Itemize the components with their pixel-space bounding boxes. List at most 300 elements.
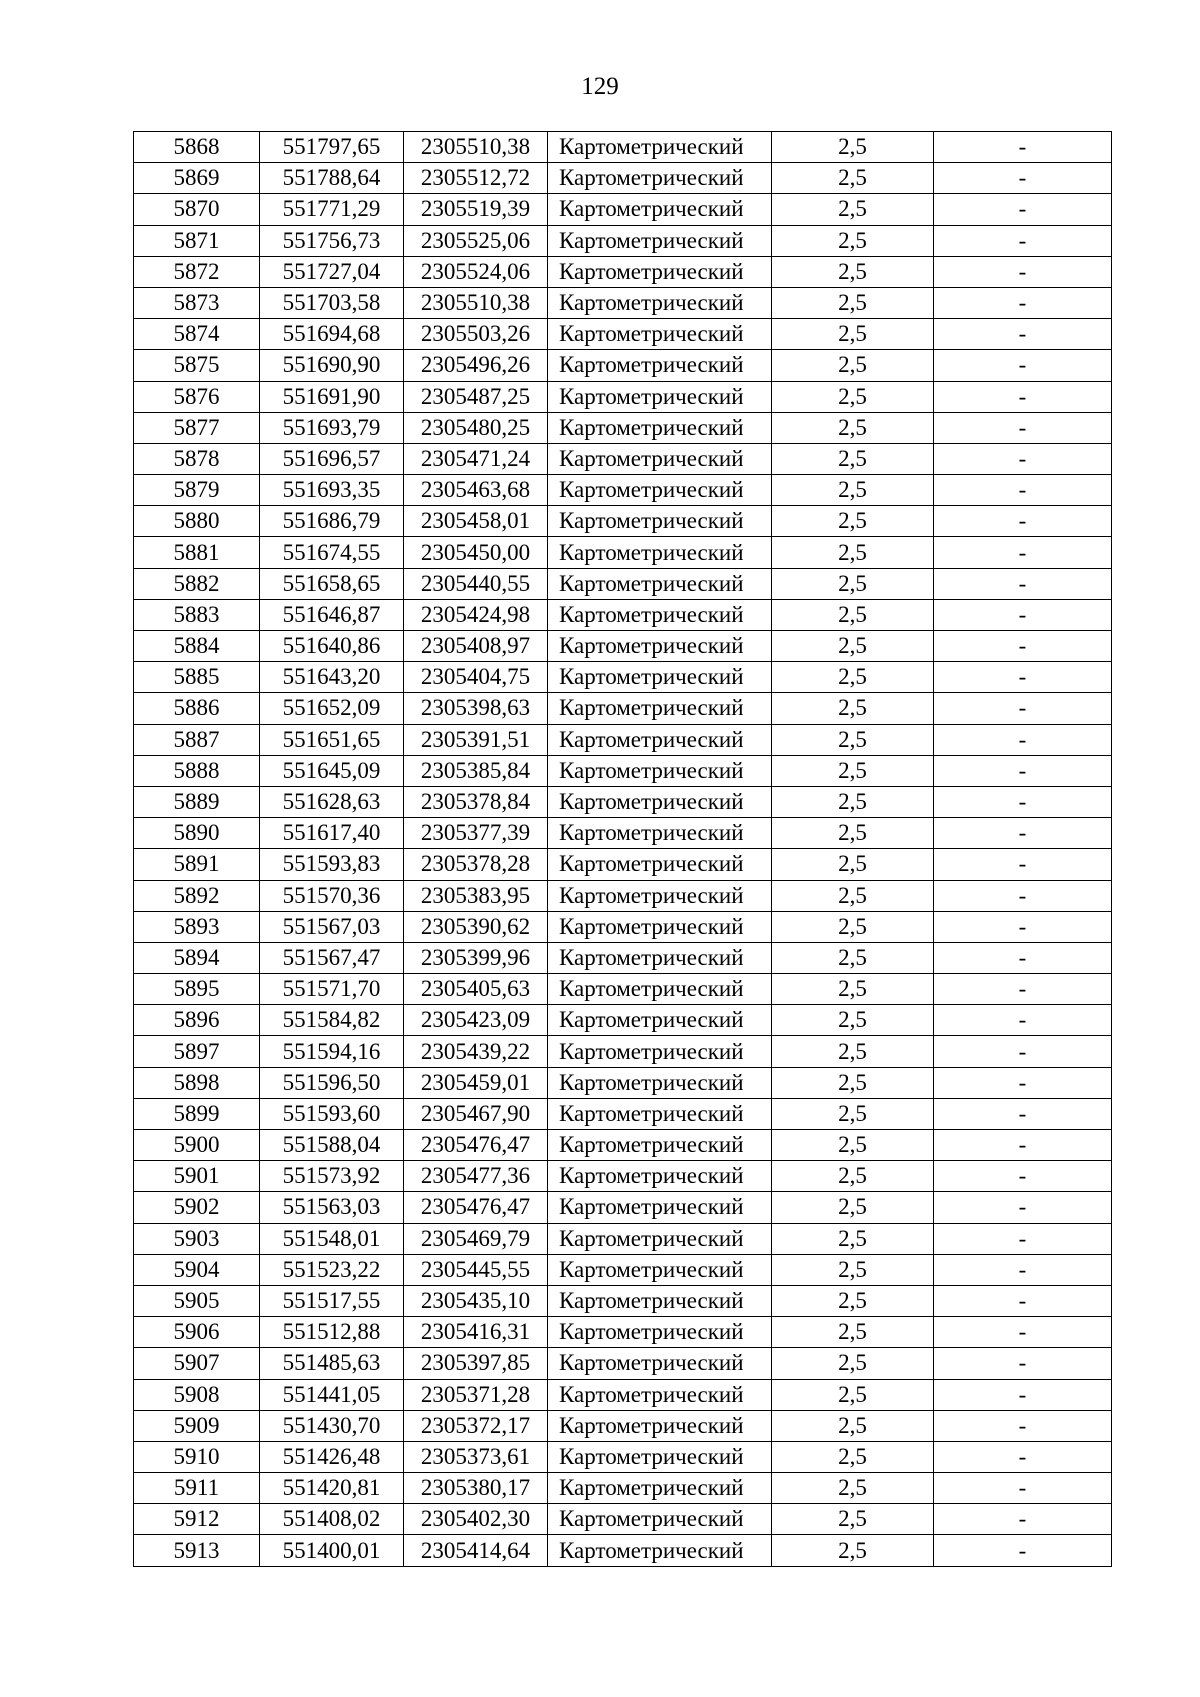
note-cell: - <box>934 693 1112 724</box>
method-cell: Картометрический <box>548 225 772 256</box>
method-cell: Картометрический <box>548 1348 772 1379</box>
y-coordinate-cell: 2305471,24 <box>404 443 548 474</box>
note-cell: - <box>934 942 1112 973</box>
y-coordinate-cell: 2305424,98 <box>404 599 548 630</box>
table-row <box>134 537 1112 568</box>
accuracy-cell: 2,5 <box>772 631 934 662</box>
y-coordinate-cell: 2305390,62 <box>404 911 548 942</box>
y-coordinate-cell: 2305380,17 <box>404 1473 548 1504</box>
point-number-cell: 5869 <box>134 163 260 194</box>
note-cell: - <box>934 724 1112 755</box>
x-coordinate-cell: 551512,88 <box>260 1317 404 1348</box>
x-coordinate-cell: 551658,65 <box>260 568 404 599</box>
y-coordinate-cell: 2305377,39 <box>404 818 548 849</box>
point-number-cell: 5894 <box>134 942 260 973</box>
table-row <box>134 319 1112 350</box>
point-number-cell: 5912 <box>134 1504 260 1535</box>
x-coordinate-cell: 551441,05 <box>260 1379 404 1410</box>
method-cell: Картометрический <box>548 1036 772 1067</box>
method-cell: Картометрический <box>548 1285 772 1316</box>
x-coordinate-cell: 551727,04 <box>260 256 404 287</box>
point-number-cell: 5879 <box>134 475 260 506</box>
method-cell: Картометрический <box>548 132 772 163</box>
note-cell: - <box>934 412 1112 443</box>
accuracy-cell: 2,5 <box>772 1254 934 1285</box>
y-coordinate-cell: 2305399,96 <box>404 942 548 973</box>
y-coordinate-cell: 2305467,90 <box>404 1098 548 1129</box>
note-cell: - <box>934 1254 1112 1285</box>
table-row <box>134 599 1112 630</box>
note-cell: - <box>934 849 1112 880</box>
note-cell: - <box>934 1348 1112 1379</box>
method-cell: Картометрический <box>548 1473 772 1504</box>
method-cell: Картометрический <box>548 1067 772 1098</box>
x-coordinate-cell: 551694,68 <box>260 319 404 350</box>
accuracy-cell: 2,5 <box>772 194 934 225</box>
table-row <box>134 350 1112 381</box>
table-row <box>134 755 1112 786</box>
accuracy-cell: 2,5 <box>772 1317 934 1348</box>
table-row <box>134 1379 1112 1410</box>
method-cell: Картометрический <box>548 537 772 568</box>
y-coordinate-cell: 2305519,39 <box>404 194 548 225</box>
accuracy-cell: 2,5 <box>772 412 934 443</box>
point-number-cell: 5883 <box>134 599 260 630</box>
point-number-cell: 5881 <box>134 537 260 568</box>
table-row <box>134 1504 1112 1535</box>
x-coordinate-cell: 551594,16 <box>260 1036 404 1067</box>
point-number-cell: 5889 <box>134 786 260 817</box>
note-cell: - <box>934 475 1112 506</box>
method-cell: Картометрический <box>548 475 772 506</box>
accuracy-cell: 2,5 <box>772 1067 934 1098</box>
accuracy-cell: 2,5 <box>772 1130 934 1161</box>
table-row <box>134 974 1112 1005</box>
table-row <box>134 1317 1112 1348</box>
point-number-cell: 5900 <box>134 1130 260 1161</box>
note-cell: - <box>934 350 1112 381</box>
method-cell: Картометрический <box>548 818 772 849</box>
method-cell: Картометрический <box>548 974 772 1005</box>
accuracy-cell: 2,5 <box>772 1098 934 1129</box>
x-coordinate-cell: 551771,29 <box>260 194 404 225</box>
accuracy-cell: 2,5 <box>772 1379 934 1410</box>
method-cell: Картометрический <box>548 568 772 599</box>
x-coordinate-cell: 551400,01 <box>260 1535 404 1566</box>
accuracy-cell: 2,5 <box>772 506 934 537</box>
method-cell: Картометрический <box>548 443 772 474</box>
table-row <box>134 1348 1112 1379</box>
y-coordinate-cell: 2305524,06 <box>404 256 548 287</box>
method-cell: Картометрический <box>548 1441 772 1472</box>
point-number-cell: 5910 <box>134 1441 260 1472</box>
method-cell: Картометрический <box>548 724 772 755</box>
method-cell: Картометрический <box>548 1223 772 1254</box>
y-coordinate-cell: 2305397,85 <box>404 1348 548 1379</box>
accuracy-cell: 2,5 <box>772 1473 934 1504</box>
y-coordinate-cell: 2305480,25 <box>404 412 548 443</box>
point-number-cell: 5911 <box>134 1473 260 1504</box>
y-coordinate-cell: 2305414,64 <box>404 1535 548 1566</box>
point-number-cell: 5903 <box>134 1223 260 1254</box>
y-coordinate-cell: 2305439,22 <box>404 1036 548 1067</box>
note-cell: - <box>934 132 1112 163</box>
x-coordinate-cell: 551563,03 <box>260 1192 404 1223</box>
note-cell: - <box>934 537 1112 568</box>
note-cell: - <box>934 1379 1112 1410</box>
table-row <box>134 1192 1112 1223</box>
method-cell: Картометрический <box>548 693 772 724</box>
point-number-cell: 5904 <box>134 1254 260 1285</box>
y-coordinate-cell: 2305477,36 <box>404 1161 548 1192</box>
table-row <box>134 132 1112 163</box>
accuracy-cell: 2,5 <box>772 1285 934 1316</box>
accuracy-cell: 2,5 <box>772 1005 934 1036</box>
note-cell: - <box>934 381 1112 412</box>
table-row <box>134 1285 1112 1316</box>
method-cell: Картометрический <box>548 194 772 225</box>
table-row <box>134 911 1112 942</box>
y-coordinate-cell: 2305391,51 <box>404 724 548 755</box>
table-row <box>134 194 1112 225</box>
note-cell: - <box>934 631 1112 662</box>
point-number-cell: 5886 <box>134 693 260 724</box>
page-number: 129 <box>581 73 619 100</box>
accuracy-cell: 2,5 <box>772 1223 934 1254</box>
point-number-cell: 5913 <box>134 1535 260 1566</box>
method-cell: Картометрический <box>548 1161 772 1192</box>
table-row <box>134 849 1112 880</box>
point-number-cell: 5891 <box>134 849 260 880</box>
note-cell: - <box>934 1036 1112 1067</box>
point-number-cell: 5888 <box>134 755 260 786</box>
method-cell: Картометрический <box>548 1379 772 1410</box>
note-cell: - <box>934 911 1112 942</box>
x-coordinate-cell: 551651,65 <box>260 724 404 755</box>
method-cell: Картометрический <box>548 1098 772 1129</box>
y-coordinate-cell: 2305512,72 <box>404 163 548 194</box>
accuracy-cell: 2,5 <box>772 1192 934 1223</box>
point-number-cell: 5876 <box>134 381 260 412</box>
y-coordinate-cell: 2305423,09 <box>404 1005 548 1036</box>
x-coordinate-cell: 551573,92 <box>260 1161 404 1192</box>
point-number-cell: 5908 <box>134 1379 260 1410</box>
table-row <box>134 1254 1112 1285</box>
table-row <box>134 1036 1112 1067</box>
accuracy-cell: 2,5 <box>772 381 934 412</box>
accuracy-cell: 2,5 <box>772 475 934 506</box>
accuracy-cell: 2,5 <box>772 568 934 599</box>
accuracy-cell: 2,5 <box>772 319 934 350</box>
x-coordinate-cell: 551686,79 <box>260 506 404 537</box>
x-coordinate-cell: 551430,70 <box>260 1410 404 1441</box>
note-cell: - <box>934 287 1112 318</box>
method-cell: Картометрический <box>548 412 772 443</box>
method-cell: Картометрический <box>548 1192 772 1223</box>
y-coordinate-cell: 2305476,47 <box>404 1130 548 1161</box>
note-cell: - <box>934 194 1112 225</box>
y-coordinate-cell: 2305458,01 <box>404 506 548 537</box>
x-coordinate-cell: 551584,82 <box>260 1005 404 1036</box>
accuracy-cell: 2,5 <box>772 443 934 474</box>
method-cell: Картометрический <box>548 631 772 662</box>
note-cell: - <box>934 256 1112 287</box>
point-number-cell: 5874 <box>134 319 260 350</box>
method-cell: Картометрический <box>548 163 772 194</box>
y-coordinate-cell: 2305378,28 <box>404 849 548 880</box>
point-number-cell: 5884 <box>134 631 260 662</box>
y-coordinate-cell: 2305408,97 <box>404 631 548 662</box>
point-number-cell: 5905 <box>134 1285 260 1316</box>
note-cell: - <box>934 568 1112 599</box>
accuracy-cell: 2,5 <box>772 256 934 287</box>
point-number-cell: 5898 <box>134 1067 260 1098</box>
table-row <box>134 818 1112 849</box>
accuracy-cell: 2,5 <box>772 350 934 381</box>
x-coordinate-cell: 551548,01 <box>260 1223 404 1254</box>
y-coordinate-cell: 2305510,38 <box>404 132 548 163</box>
x-coordinate-cell: 551593,83 <box>260 849 404 880</box>
method-cell: Картометрический <box>548 786 772 817</box>
x-coordinate-cell: 551588,04 <box>260 1130 404 1161</box>
table-row <box>134 1410 1112 1441</box>
table-row <box>134 724 1112 755</box>
accuracy-cell: 2,5 <box>772 1410 934 1441</box>
point-number-cell: 5887 <box>134 724 260 755</box>
note-cell: - <box>934 786 1112 817</box>
table-row <box>134 693 1112 724</box>
point-number-cell: 5868 <box>134 132 260 163</box>
method-cell: Картометрический <box>548 1317 772 1348</box>
x-coordinate-cell: 551797,65 <box>260 132 404 163</box>
method-cell: Картометрический <box>548 319 772 350</box>
table-row <box>134 225 1112 256</box>
note-cell: - <box>934 1441 1112 1472</box>
y-coordinate-cell: 2305463,68 <box>404 475 548 506</box>
note-cell: - <box>934 1535 1112 1566</box>
method-cell: Картометрический <box>548 662 772 693</box>
coordinates-table <box>133 131 1112 1567</box>
point-number-cell: 5896 <box>134 1005 260 1036</box>
y-coordinate-cell: 2305450,00 <box>404 537 548 568</box>
accuracy-cell: 2,5 <box>772 724 934 755</box>
note-cell: - <box>934 443 1112 474</box>
x-coordinate-cell: 551690,90 <box>260 350 404 381</box>
method-cell: Картометрический <box>548 1410 772 1441</box>
y-coordinate-cell: 2305435,10 <box>404 1285 548 1316</box>
accuracy-cell: 2,5 <box>772 1348 934 1379</box>
x-coordinate-cell: 551696,57 <box>260 443 404 474</box>
accuracy-cell: 2,5 <box>772 911 934 942</box>
table-row <box>134 1130 1112 1161</box>
note-cell: - <box>934 818 1112 849</box>
accuracy-cell: 2,5 <box>772 1535 934 1566</box>
point-number-cell: 5895 <box>134 974 260 1005</box>
table-row <box>134 475 1112 506</box>
y-coordinate-cell: 2305469,79 <box>404 1223 548 1254</box>
method-cell: Картометрический <box>548 287 772 318</box>
note-cell: - <box>934 1473 1112 1504</box>
accuracy-cell: 2,5 <box>772 755 934 786</box>
point-number-cell: 5885 <box>134 662 260 693</box>
accuracy-cell: 2,5 <box>772 880 934 911</box>
accuracy-cell: 2,5 <box>772 163 934 194</box>
point-number-cell: 5890 <box>134 818 260 849</box>
table-row <box>134 631 1112 662</box>
method-cell: Картометрический <box>548 1504 772 1535</box>
table-row <box>134 1441 1112 1472</box>
note-cell: - <box>934 974 1112 1005</box>
table-row <box>134 662 1112 693</box>
point-number-cell: 5909 <box>134 1410 260 1441</box>
y-coordinate-cell: 2305402,30 <box>404 1504 548 1535</box>
accuracy-cell: 2,5 <box>772 287 934 318</box>
y-coordinate-cell: 2305398,63 <box>404 693 548 724</box>
coordinates-table-body <box>134 132 1112 1567</box>
point-number-cell: 5875 <box>134 350 260 381</box>
note-cell: - <box>934 1005 1112 1036</box>
note-cell: - <box>934 225 1112 256</box>
note-cell: - <box>934 599 1112 630</box>
method-cell: Картометрический <box>548 942 772 973</box>
accuracy-cell: 2,5 <box>772 599 934 630</box>
accuracy-cell: 2,5 <box>772 942 934 973</box>
method-cell: Картометрический <box>548 381 772 412</box>
table-row <box>134 1535 1112 1566</box>
note-cell: - <box>934 319 1112 350</box>
x-coordinate-cell: 551517,55 <box>260 1285 404 1316</box>
x-coordinate-cell: 551693,35 <box>260 475 404 506</box>
x-coordinate-cell: 551420,81 <box>260 1473 404 1504</box>
method-cell: Картометрический <box>548 350 772 381</box>
x-coordinate-cell: 551691,90 <box>260 381 404 412</box>
table-row <box>134 786 1112 817</box>
table-row <box>134 942 1112 973</box>
accuracy-cell: 2,5 <box>772 818 934 849</box>
note-cell: - <box>934 1504 1112 1535</box>
y-coordinate-cell: 2305404,75 <box>404 662 548 693</box>
y-coordinate-cell: 2305476,47 <box>404 1192 548 1223</box>
accuracy-cell: 2,5 <box>772 786 934 817</box>
accuracy-cell: 2,5 <box>772 1441 934 1472</box>
x-coordinate-cell: 551571,70 <box>260 974 404 1005</box>
table-row <box>134 506 1112 537</box>
y-coordinate-cell: 2305383,95 <box>404 880 548 911</box>
table-row <box>134 1473 1112 1504</box>
point-number-cell: 5893 <box>134 911 260 942</box>
note-cell: - <box>934 880 1112 911</box>
y-coordinate-cell: 2305378,84 <box>404 786 548 817</box>
method-cell: Картометрический <box>548 1535 772 1566</box>
y-coordinate-cell: 2305385,84 <box>404 755 548 786</box>
method-cell: Картометрический <box>548 1005 772 1036</box>
x-coordinate-cell: 551645,09 <box>260 755 404 786</box>
point-number-cell: 5877 <box>134 412 260 443</box>
note-cell: - <box>934 1067 1112 1098</box>
x-coordinate-cell: 551703,58 <box>260 287 404 318</box>
point-number-cell: 5899 <box>134 1098 260 1129</box>
x-coordinate-cell: 551408,02 <box>260 1504 404 1535</box>
x-coordinate-cell: 551593,60 <box>260 1098 404 1129</box>
point-number-cell: 5907 <box>134 1348 260 1379</box>
x-coordinate-cell: 551567,47 <box>260 942 404 973</box>
note-cell: - <box>934 1098 1112 1129</box>
table-row <box>134 1223 1112 1254</box>
note-cell: - <box>934 1223 1112 1254</box>
x-coordinate-cell: 551567,03 <box>260 911 404 942</box>
table-row <box>134 256 1112 287</box>
accuracy-cell: 2,5 <box>772 1161 934 1192</box>
y-coordinate-cell: 2305525,06 <box>404 225 548 256</box>
y-coordinate-cell: 2305371,28 <box>404 1379 548 1410</box>
method-cell: Картометрический <box>548 256 772 287</box>
note-cell: - <box>934 1285 1112 1316</box>
accuracy-cell: 2,5 <box>772 1504 934 1535</box>
method-cell: Картометрический <box>548 599 772 630</box>
x-coordinate-cell: 551674,55 <box>260 537 404 568</box>
point-number-cell: 5870 <box>134 194 260 225</box>
x-coordinate-cell: 551652,09 <box>260 693 404 724</box>
accuracy-cell: 2,5 <box>772 1036 934 1067</box>
x-coordinate-cell: 551426,48 <box>260 1441 404 1472</box>
point-number-cell: 5902 <box>134 1192 260 1223</box>
accuracy-cell: 2,5 <box>772 693 934 724</box>
x-coordinate-cell: 551693,79 <box>260 412 404 443</box>
point-number-cell: 5873 <box>134 287 260 318</box>
table-row <box>134 163 1112 194</box>
x-coordinate-cell: 551617,40 <box>260 818 404 849</box>
x-coordinate-cell: 551570,36 <box>260 880 404 911</box>
note-cell: - <box>934 506 1112 537</box>
method-cell: Картометрический <box>548 755 772 786</box>
point-number-cell: 5901 <box>134 1161 260 1192</box>
x-coordinate-cell: 551485,63 <box>260 1348 404 1379</box>
method-cell: Картометрический <box>548 880 772 911</box>
table-row <box>134 287 1112 318</box>
note-cell: - <box>934 1161 1112 1192</box>
x-coordinate-cell: 551756,73 <box>260 225 404 256</box>
method-cell: Картометрический <box>548 1130 772 1161</box>
point-number-cell: 5878 <box>134 443 260 474</box>
point-number-cell: 5906 <box>134 1317 260 1348</box>
x-coordinate-cell: 551788,64 <box>260 163 404 194</box>
accuracy-cell: 2,5 <box>772 849 934 880</box>
y-coordinate-cell: 2305373,61 <box>404 1441 548 1472</box>
x-coordinate-cell: 551643,20 <box>260 662 404 693</box>
point-number-cell: 5871 <box>134 225 260 256</box>
table-row <box>134 412 1112 443</box>
table-row <box>134 1005 1112 1036</box>
y-coordinate-cell: 2305510,38 <box>404 287 548 318</box>
table-row <box>134 1098 1112 1129</box>
table-row <box>134 1161 1112 1192</box>
accuracy-cell: 2,5 <box>772 537 934 568</box>
y-coordinate-cell: 2305445,55 <box>404 1254 548 1285</box>
note-cell: - <box>934 1130 1112 1161</box>
accuracy-cell: 2,5 <box>772 974 934 1005</box>
point-number-cell: 5897 <box>134 1036 260 1067</box>
y-coordinate-cell: 2305416,31 <box>404 1317 548 1348</box>
y-coordinate-cell: 2305496,26 <box>404 350 548 381</box>
method-cell: Картометрический <box>548 1254 772 1285</box>
note-cell: - <box>934 1410 1112 1441</box>
y-coordinate-cell: 2305440,55 <box>404 568 548 599</box>
note-cell: - <box>934 755 1112 786</box>
note-cell: - <box>934 1317 1112 1348</box>
y-coordinate-cell: 2305503,26 <box>404 319 548 350</box>
point-number-cell: 5872 <box>134 256 260 287</box>
point-number-cell: 5880 <box>134 506 260 537</box>
